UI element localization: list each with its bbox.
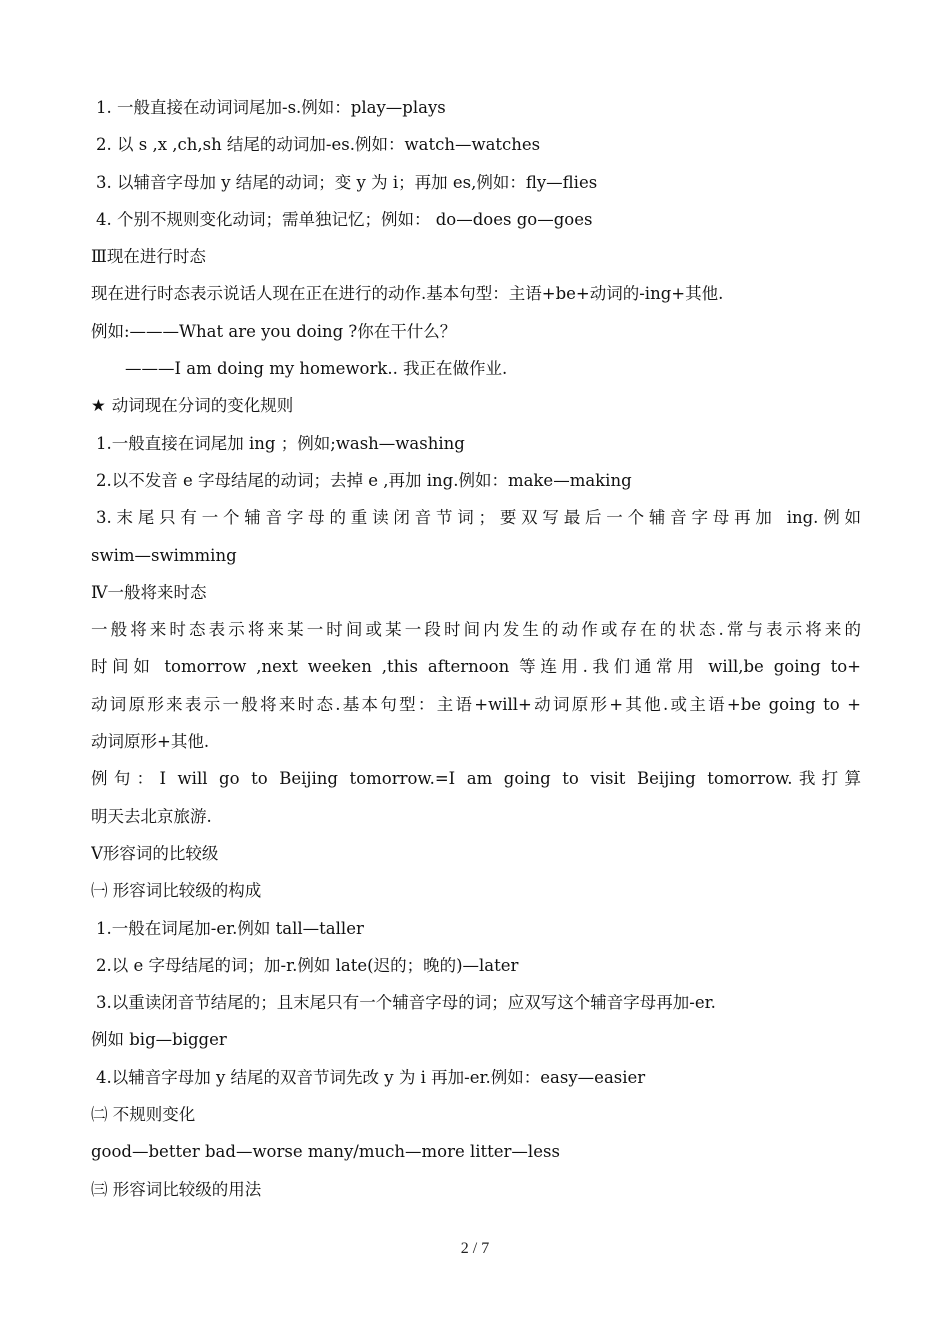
rule-line-4: 4.以辅音字母加 y 结尾的双音节词先改 y 为 i 再加-er.例如：easy—easier	[96, 1067, 646, 1087]
rule-line-1: 1.一般直接在词尾加 ing ；例如;wash—washing	[96, 433, 465, 453]
rule-line-2: 2.以 e 字母结尾的词；加-r.例如 late(迟的；晚的)—later	[96, 955, 519, 975]
section-heading-present-continuous: Ⅲ现在进行时态	[91, 247, 206, 267]
subheading-formation: ㈠ 形容词比较级的构成	[91, 881, 262, 901]
subheading-participle-rules	[91, 387, 861, 424]
section-heading-future-tense: Ⅳ一般将来时态	[91, 582, 207, 602]
paragraph-line: 动词原形来表示一般将来时态.基本句型：主语+will+动词原形+其他.或主语+be going to +	[91, 694, 861, 714]
rule-line-1: 1. 一般直接在动词词尾加-s.例如：play—plays	[96, 98, 446, 117]
irregular-examples: good—better bad—worse many/much—more litter—less	[91, 1142, 560, 1162]
paragraph-line: 时间如 tomorrow ,next weeken ,this afternoon 等连用.我们通常用 will,be going to+	[91, 657, 861, 677]
document-body	[91, 89, 861, 1208]
example-question: 例如:———What are you doing ?你在干什么？	[91, 321, 457, 341]
subheading-irregular: ㈡ 不规则变化	[91, 1105, 196, 1125]
rule-line-2: 2.以不发音 e 字母结尾的动词；去掉 e ,再加 ing.例如：make—making	[96, 470, 632, 490]
rule-line-3: 3.末尾只有一个辅音字母的重读闭音节词；要双写最后一个辅音字母再加 ing.例如	[96, 508, 861, 528]
subheading-text: 动词现在分词的变化规则	[111, 396, 294, 416]
star-icon: ★	[91, 396, 106, 416]
example-sentence: 例句：I will go to Beijing tomorrow.=I am going to visit Beijing tomorrow.我打算	[91, 769, 861, 789]
example-answer: ———I am doing my homework.. 我正在做作业.	[125, 359, 508, 379]
paragraph-line: 一般将来时态表示将来某一时间或某一段时间内发生的动作或存在的状态.常与表示将来的	[91, 620, 861, 640]
paragraph-line: 现在进行时态表示说话人现在正在进行的动作.基本句型：主语+be+动词的-ing+其他.	[91, 284, 724, 304]
rule-line-3-example: 例如 big—bigger	[91, 1030, 227, 1050]
example-sentence-continued: 明天去北京旅游.	[91, 806, 212, 826]
rule-line-3: 3.以重读闭音节结尾的；且末尾只有一个辅音字母的词；应双写这个辅音字母再加-er.	[96, 993, 716, 1013]
rule-line-1: 1.一般在词尾加-er.例如 tall—taller	[96, 918, 364, 938]
section-heading-comparative: Ⅴ形容词的比较级	[91, 843, 219, 863]
rule-line-3: 3. 以辅音字母加 y 结尾的动词；变 y 为 i；再加 es,例如：fly—flies	[96, 172, 598, 192]
page-number: 2 / 7	[460, 1240, 490, 1257]
rule-line-4: 4. 个别不规则变化动词；需单独记忆；例如： do—does go—goes	[96, 209, 593, 229]
rule-line-2: 2. 以 s ,x ,ch,sh 结尾的动词加-es.例如：watch—watches	[96, 135, 541, 155]
paragraph-line: 动词原形+其他.	[91, 732, 210, 752]
rule-line-3-continued: swim—swimming	[91, 545, 237, 565]
subheading-usage: ㈢ 形容词比较级的用法	[91, 1179, 262, 1199]
